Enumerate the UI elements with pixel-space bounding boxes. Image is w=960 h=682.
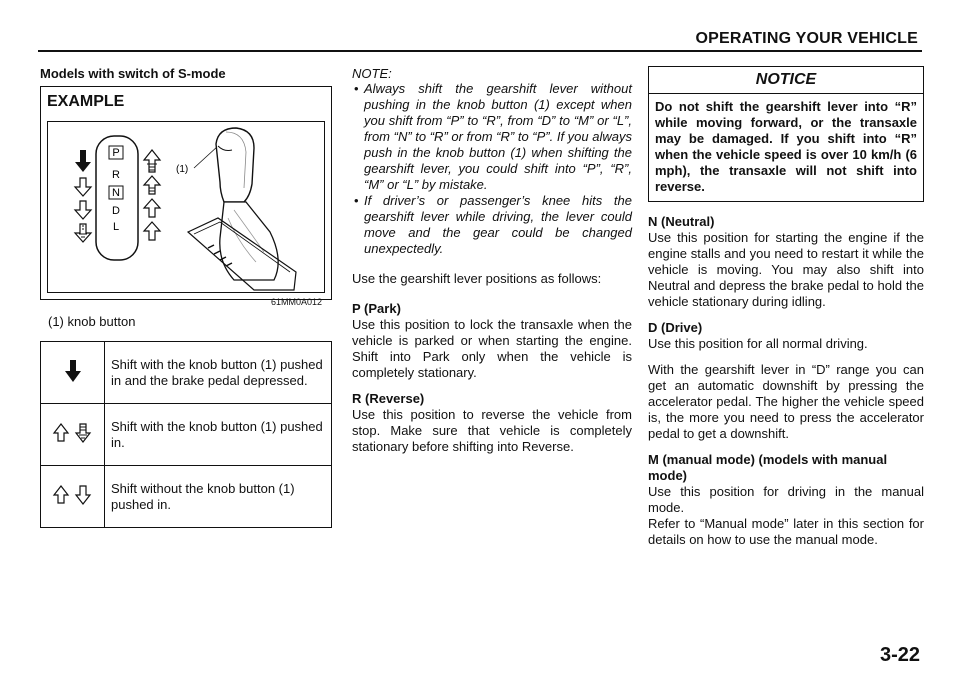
solid-down-arrow-icon	[75, 150, 91, 172]
outline-up-arrow-icon	[144, 222, 160, 240]
note-item: • If driver’s or passenger’s knee hits the gearshift lever while driving, the lever could move and the gear could be changed unexpectedly.	[352, 193, 632, 257]
notice-text: Do not shift the gearshift lever into “R” while moving forward, or the transaxle may be damaged. If you shift into “R” when the vehicle speed is over 10 km/h (6 mph), the transaxle will not shift into reverse.	[655, 99, 917, 194]
gate-letter-p: P	[112, 147, 120, 159]
legend-icon-cell	[41, 466, 105, 528]
section-heading: Models with switch of S-mode	[40, 66, 226, 81]
manual-paragraph-2: Refer to “Manual mode” later in this section for details on how to use the manual mode.	[648, 516, 924, 547]
notice-title: NOTICE	[649, 67, 923, 94]
gearshift-illustration	[47, 121, 325, 307]
gate-letter-r: R	[112, 169, 120, 181]
gate-letter-l: L	[112, 221, 120, 233]
note-item: • Always shift the gearshift lever without pushing in the knob button (1) except when you shift from “P” to “R”, from “D” to “M” or “L”, from “N” to “R” or from “R” to “P”. If you always push in the knob button (1) when shifting the gearshift lever, you could shift into “P”, “R”, “M” or “L” by mistake.	[352, 81, 632, 193]
legend-row	[41, 466, 332, 528]
drive-paragraph: Use this position for all normal driving.	[648, 336, 868, 351]
hatched-down-arrow-icon	[76, 424, 90, 442]
outline-down-arrow-icon	[76, 486, 90, 504]
reverse-paragraph: Use this position to reverse the vehicle from stop. Make sure that vehicle is completely stationary before shifting into Reverse.	[352, 407, 632, 454]
outline-up-arrow-icon	[144, 199, 160, 217]
legend-text: Shift with the knob button (1) pushed in and the brake pedal depressed.	[105, 342, 332, 404]
legend-icon-cell	[41, 342, 105, 404]
manual-paragraph: Use this position for driving in the manual mode.	[648, 484, 924, 515]
left-column	[40, 66, 332, 528]
page-header-title: OPERATING YOUR VEHICLE	[695, 30, 918, 47]
figure-caption: (1) knob button	[48, 314, 136, 329]
legend-row	[41, 342, 332, 404]
legend-icon-cell	[41, 404, 105, 466]
drive-heading: D (Drive)	[648, 320, 703, 335]
manual-heading: M (manual mode) (models with manual mode)	[648, 452, 888, 483]
header-rule	[38, 50, 922, 52]
hatched-up-arrow-icon	[144, 150, 160, 172]
legend-row	[41, 404, 332, 466]
example-figure	[40, 86, 332, 307]
outline-up-arrow-icon	[54, 486, 68, 503]
park-heading: P (Park)	[352, 301, 401, 316]
gate-letter-d: D	[112, 205, 120, 217]
park-paragraph: Use this position to lock the transaxle when the vehicle is parked or when starting the engine. Shift into Park only when the vehicle is completely stationary.	[352, 317, 632, 380]
legend-text: Shift with the knob button (1) pushed in.	[105, 404, 332, 466]
example-label: EXAMPLE	[47, 93, 125, 110]
hatched-down-arrow-icon	[75, 224, 91, 242]
knob-shape	[216, 128, 254, 202]
neutral-heading: N (Neutral)	[648, 214, 715, 229]
page-number: 3-22	[879, 644, 920, 666]
outline-up-arrow-icon	[54, 424, 68, 441]
middle-column	[352, 66, 632, 455]
gate-letter-n: N	[112, 187, 120, 199]
intro-paragraph: Use the gearshift lever positions as follows:	[352, 271, 602, 286]
figure-code: 61MM0A012	[270, 297, 322, 307]
right-column	[648, 66, 924, 548]
note-title: NOTE:	[352, 66, 392, 81]
right-arrow-column	[144, 150, 160, 240]
notice-box	[648, 66, 924, 202]
reverse-heading: R (Reverse)	[352, 391, 425, 406]
arrow-legend-table	[40, 341, 332, 528]
legend-text: Shift without the knob button (1) pushed in.	[105, 466, 332, 528]
gearshift-diagram	[48, 122, 324, 292]
note-list	[352, 81, 632, 257]
outline-down-arrow-icon	[75, 201, 91, 219]
solid-down-arrow-icon	[63, 358, 83, 384]
drive-paragraph-2: With the gearshift lever in “D” range you can get an automatic downshift by pressing the accelerator pedal. The higher the vehicle speed is, the more you need to press the accelerator pedal to get a downshift.	[648, 362, 924, 441]
neutral-paragraph: Use this position for starting the engine if the engine stalls and you need to restart it while the vehicle is moving. You may also shift into Neutral and depress the brake pedal to hold the vehicle stationary during idling.	[648, 230, 924, 309]
outline-down-arrow-icon	[75, 178, 91, 196]
left-arrow-column	[75, 150, 91, 242]
callout-label: (1)	[176, 164, 189, 175]
